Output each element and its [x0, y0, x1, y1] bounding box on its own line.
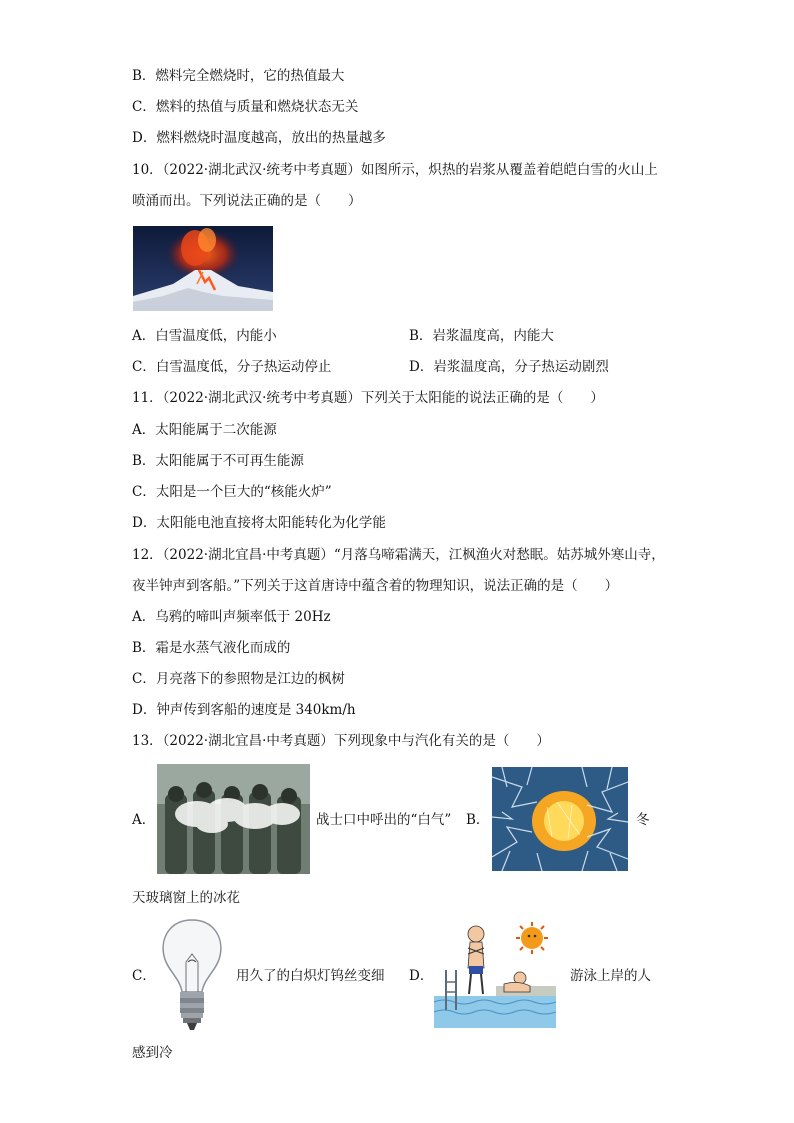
q13-option-b-text-part2: 天玻璃窗上的冰花 [132, 890, 240, 906]
q11-option-a: A．太阳能属于二次能源 [132, 422, 277, 438]
q9-option-b: B．燃料完全燃烧时，它的热值最大 [132, 68, 345, 84]
q13-option-d-letter: D． [409, 968, 434, 984]
q10-stem-line1: 10．（2022·湖北武汉·统考中考真题）如图所示，炽热的岩浆从覆盖着皑皑白雪的火山上 [132, 162, 658, 178]
light-bulb-image [156, 916, 228, 1034]
q12-option-c: C．月亮落下的参照物是江边的枫树 [132, 671, 345, 687]
q12-stem-line1: 12．（2022·湖北宜昌·中考真题）“月落乌啼霜满天，江枫渔火对愁眠。姑苏城外寒山寺， [132, 547, 665, 563]
q11-option-c: C．太阳是一个巨大的“核能火炉” [132, 484, 332, 500]
q9-option-d: D．燃料燃烧时温度越高，放出的热量越多 [132, 130, 386, 146]
q13-option-c-letter: C． [132, 968, 156, 984]
q10-stem-line2: 喷涌而出。下列说法正确的是（ ） [132, 193, 362, 209]
q13-option-c-text: 用久了的白炽灯钨丝变细 [236, 968, 385, 984]
q13-option-d-text-part2: 感到冷 [132, 1045, 173, 1061]
q9-option-c: C．燃料的热值与质量和燃烧状态无关 [132, 99, 359, 115]
q10-option-c: C．白雪温度低，分子热运动停止 [132, 359, 332, 375]
q13-option-b-letter: B． [466, 812, 490, 828]
q10-option-d: D．岩浆温度高，分子热运动剧烈 [409, 359, 609, 375]
q13-stem: 13．（2022·湖北宜昌·中考真题）下列现象中与汽化有关的是（ ） [132, 733, 550, 749]
q12-option-a: A．乌鸦的啼叫声频率低于 20Hz [132, 609, 331, 625]
q11-option-d: D．太阳能电池直接将太阳能转化为化学能 [132, 515, 386, 531]
q12-option-d: D．钟声传到客船的速度是 340km/h [132, 702, 356, 718]
q12-option-b: B．霜是水蒸气液化而成的 [132, 640, 291, 656]
q12-stem-line2: 夜半钟声到客船。”下列关于这首唐诗中蕴含着的物理知识，说法正确的是（ ） [132, 578, 619, 594]
q13-option-a-letter: A． [132, 812, 156, 828]
q10-option-a: A．白雪温度低，内能小 [132, 328, 277, 344]
q13-option-a-text: 战士口中呼出的“白气” [316, 812, 452, 828]
swimmer-cold-image [434, 920, 556, 1028]
q13-option-d-text-part1: 游泳上岸的人 [570, 968, 651, 984]
q11-option-b: B．太阳能属于不可再生能源 [132, 453, 304, 469]
frost-window-image [492, 767, 628, 871]
volcano-image [133, 226, 273, 311]
q11-stem: 11．（2022·湖北武汉·统考中考真题）下列关于太阳能的说法正确的是（ ） [132, 390, 604, 406]
q13-option-b-text-part1: 冬 [636, 812, 650, 828]
q10-option-b: B．岩浆温度高，内能大 [409, 328, 554, 344]
soldiers-breath-image [157, 764, 310, 874]
